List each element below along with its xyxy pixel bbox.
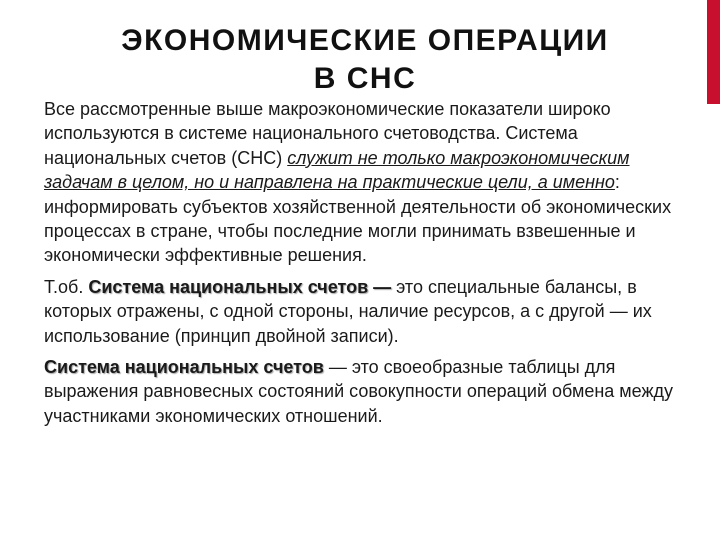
- slide-body: [44, 97, 684, 428]
- paragraph-1: [44, 97, 684, 268]
- paragraph-1-intro: Все рассмотренные выше макроэкономические показатели широко используются в системе национального счетоводства. Система национальных счетов (СНС): [44, 99, 611, 168]
- paragraph-1-conclusion: : информировать субъектов хозяйственной деятельности об экономических процессах в стране, чтобы последние могли принимать взвешенные и экономически эффективные решения.: [44, 172, 672, 266]
- paragraph-2-prefix: Т.об.: [44, 276, 89, 297]
- slide-title-line-1: ЭКОНОМИЧЕСКИЕ ОПЕРАЦИИ: [121, 24, 609, 57]
- accent-bar: [707, 0, 720, 104]
- paragraph-3: [44, 355, 684, 428]
- slide-title: [40, 22, 690, 98]
- paragraph-1-emphasis: служит не только макроэкономическим задачам в целом, но и направлена на практические цели, а именно: [44, 147, 630, 193]
- paragraph-2-term: Система национальных счетов —: [88, 276, 392, 297]
- paragraph-2-definition: это специальные балансы, в которых отражены, с одной стороны, наличие ресурсов, а с другой — их использование (принцип двойной записи).: [44, 276, 652, 346]
- paragraph-3-term: Система национальных счетов: [44, 357, 324, 378]
- paragraph-2: [44, 275, 684, 348]
- slide-title-line-2: В СНС: [313, 62, 417, 95]
- paragraph-3-definition: — это своеобразные таблицы для выражения равновесных состояний совокупности операций обмена между участниками экономических отношений.: [44, 357, 674, 426]
